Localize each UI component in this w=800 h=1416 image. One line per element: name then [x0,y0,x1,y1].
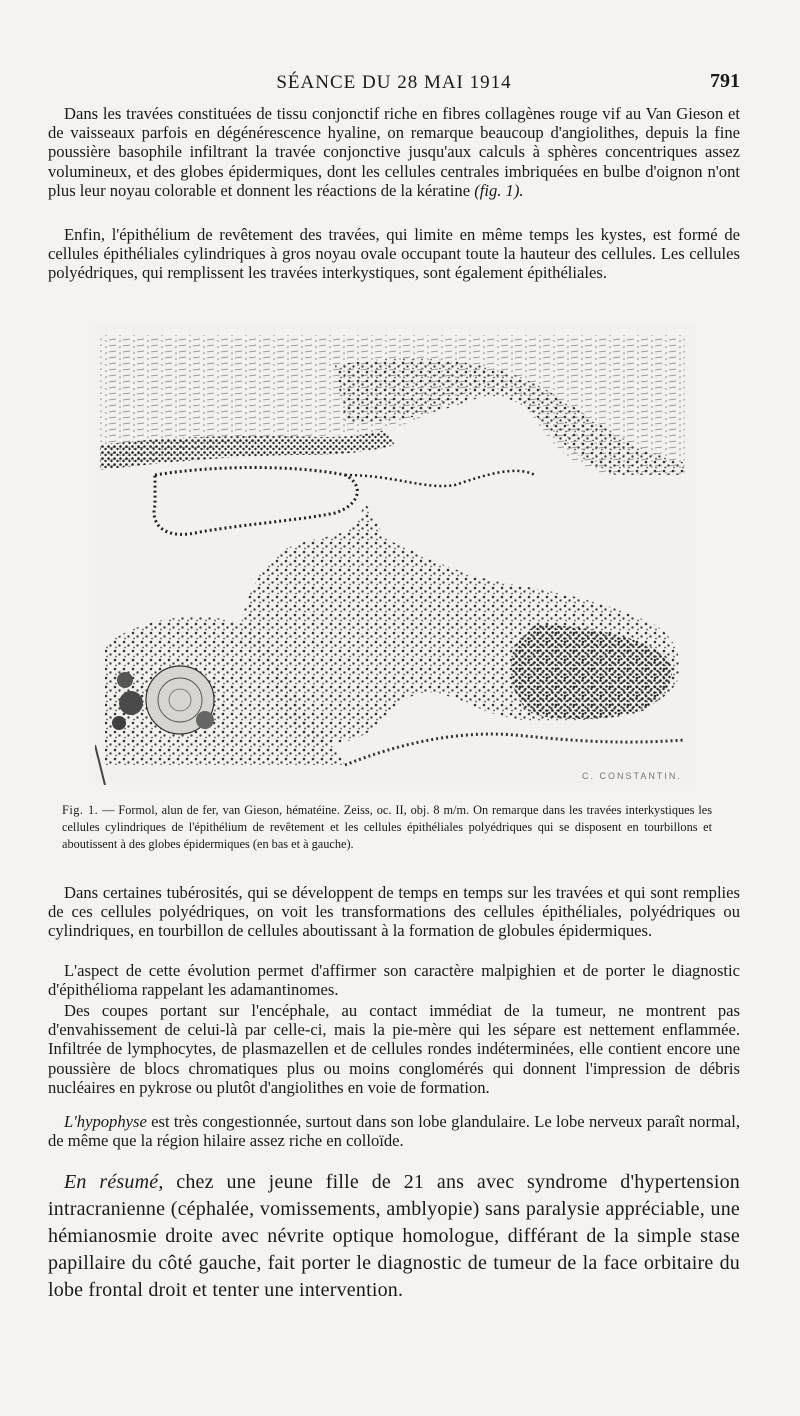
paragraph-text: est très congestionnée, surtout dans son lobe glandulaire. Le lobe nerveux paraît normal, de même que la région hilaire assez riche en colloïde. [48,1112,740,1151]
paragraph-epithelium: Enfin, l'épithélium de revêtement des travées, qui limite en même temps les kystes, est formé de cellules épithéliales cylindriques à gros noyau ovale occupant toute la hauteur des cellules. Les cellules polyédriques, qui remplissent les travées interkystiques, sont également épithéliales. [48,225,740,283]
histology-figure [95,325,695,785]
paragraph-diagnostic: L'aspect de cette évolution permet d'affirmer son caractère malpighien et de porter le diagnostic d'épithélioma rappelant les adamantinomes. [48,961,740,1000]
page-number: 791 [710,70,740,92]
term-hypophyse: L'hypophyse [64,1112,147,1131]
illustrator-signature: C. CONSTANTIN. [582,771,682,781]
paragraph-tuberosites: Dans certaines tubérosités, qui se développent de temps en temps sur les travées et qui sont remplies de ces cellules polyédriques, on voit les transformations des cellules épithéliales, polyédriques ou cylindriques, en tourbillon de cellules aboutissant à la formation de globules épidermiques. [48,883,740,941]
paragraph-hypophyse [48,1112,740,1150]
caption-text: — Formol, alun de fer, van Gieson, hématéine. Zeiss, oc. II, obj. 8 m/m. On remarque dans les travées interkystiques les cellules cylindriques de l'épithélium de revêtement et les cellules épithéliales polyédriques qui se disposent en tourbillons et aboutissent à des globes épidermiques (en bas et à gauche). [62,803,712,851]
caption-label: Fig. 1. [62,803,99,817]
running-head [48,68,740,102]
figure-caption [62,802,712,852]
paragraph-text: Dans les travées constituées de tissu conjonctif riche en fibres collagènes rouge vif au Van Gieson et de vaisseaux parfois en dégénérescence hyaline, on remarque beaucoup d'angiolithes, depuis la fine poussière basophile infiltrant la travée conjonctive jusqu'aux calculs à sphères concentriques assez volumineux, et des globes épidermiques, dont les cellules centrales imbriquées en bulbe d'oignon n'ont plus leur noyau colorable et donnent les réactions de la kératine [48,104,740,200]
histology-illustration [95,325,695,785]
term-en-resume: En résumé, [64,1171,164,1193]
paragraph-encephale: Des coupes portant sur l'encéphale, au contact immédiat de la tumeur, ne montrent pas d'envahissement de celui-là par celle-ci, mais la pie-mère qui les sépare est nettement enflammée. Infiltrée de lymphocytes, de plasmazellen et de cellules rondes indéterminées, elle contient encore une poussière de blocs chromatiques plus ou moins conglomérés qui donnent l'impression de débris nucléaires en pykrose ou plutôt d'angiolithes en voie de formation. [48,1001,740,1097]
figure-reference[interactable]: (fig. 1). [474,180,524,200]
paragraph-angiolithes [48,104,740,200]
paragraph-resume [48,1169,740,1304]
running-title: SÉANCE DU 28 MAI 1914 [276,72,512,93]
paragraph-text: chez une jeune fille de 21 ans avec syndrome d'hypertension intracranienne (céphalée, vomissements, amblyopie) sans paralysie appréciable, une hémianosmie droite avec névrite optique homologue, différant de la simple stase papillaire du côté gauche, fait porter le diagnostic de tumeur de la face orbitaire du lobe frontal droit et tenter une intervention. [48,1171,740,1301]
